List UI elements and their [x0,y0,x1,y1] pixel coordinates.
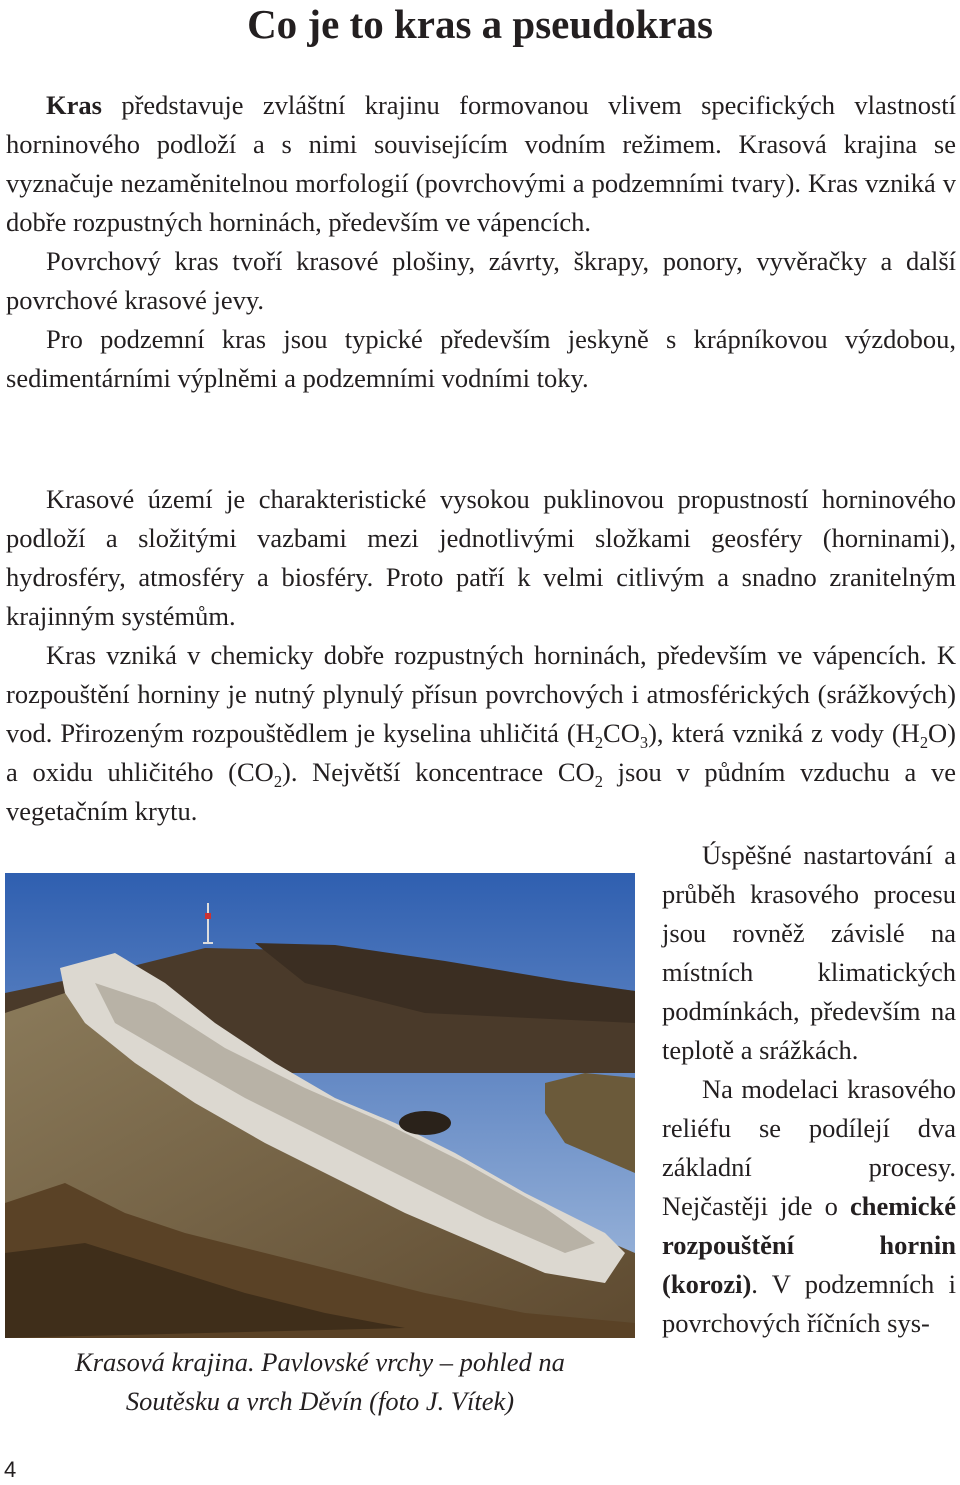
intro-section [6,86,956,398]
paragraph-kras-definition [6,86,956,242]
paragraph-karst-territory: Krasové území je charakteristické vysokou puklinovou propustností horninového podloží a složitými vazbami mezi jednotlivými složkami geosféry (horninami), hydrosféry, atmosféry a biosféry. Proto patří k velmi citlivým a snadno zranitelným krajinným systémům. [6,484,956,631]
paragraph-text: představuje zvláštní krajinu formovanou vlivem specifických vlastností horninového podloží a s nimi souvisejícím vodním režimem. Krasová krajina se vyznačuje nezaměnitelnou morfologií (povrchovými a podzemními tvary). Kras vzniká v dobře rozpustných horninách, především ve vápencích. [6,90,956,237]
term-kras: Kras [46,90,102,120]
text-run: jsou v půdním vzduchu a ve vegetačním krytu. [6,757,956,826]
photo-caption [0,1343,640,1421]
caption-line-2: Soutěsku a vrch Děvín (foto J. Vítek) [125,1386,515,1416]
subscript: 2 [594,732,604,752]
paragraph-underground-karst: Pro podzemní kras jsou typické především jeskyně s krápníkovou výzdobou, sedimentárními výplněmi a podzemními vodními toky. [6,324,956,393]
text-run: ). Největší koncentrace CO [282,757,595,787]
karst-landscape-photo [5,873,635,1338]
paragraph-karst-chemistry [6,636,956,831]
text-run: O) a oxidu uhličitého (CO [6,718,956,787]
photo-illustration [5,873,635,1338]
main-section [6,480,956,831]
paragraph-climate: Úspěšné nastartování a průběh krasového procesu jsou rovněž závislé na místních klimatických podmínkách, především na teplotě a srážkách. [662,840,956,1065]
text-run: ), která vzniká z vody (H [648,718,920,748]
caption-line-1: Krasová krajina. Pavlovské vrchy – pohled na [75,1347,565,1377]
text-run: CO [603,718,640,748]
text-run: Kras vzniká v chemicky dobře rozpustných horninách, především ve vápencích. K rozpouštění horniny je nutný plynulý přísun povrchových i atmosférických (srážkových) vod. Přirozeným rozpouštědlem je kyselina uhličitá (H [6,640,956,748]
subscript: 3 [639,732,649,752]
term-corrosion: chemické rozpouštění hornin (korozi) [662,1191,956,1299]
page-number: 4 [4,1457,17,1482]
text-run: . V podzemních i povrchových říčních sys- [662,1269,956,1338]
subscript: 2 [919,732,929,752]
subscript: 2 [273,771,283,791]
page-title: Co je to kras a pseudokras [247,1,713,47]
paragraph-processes [662,1070,956,1343]
subscript: 2 [594,771,603,791]
paragraph-surface-karst: Povrchový kras tvoří krasové plošiny, závrty, škrapy, ponory, vyvěračky a další povrchové krasové jevy. [6,246,956,315]
text-run: Na modelaci krasového reliéfu se podílejí dva základní procesy. Nejčastěji jde o [662,1074,956,1221]
side-column [662,836,956,1343]
